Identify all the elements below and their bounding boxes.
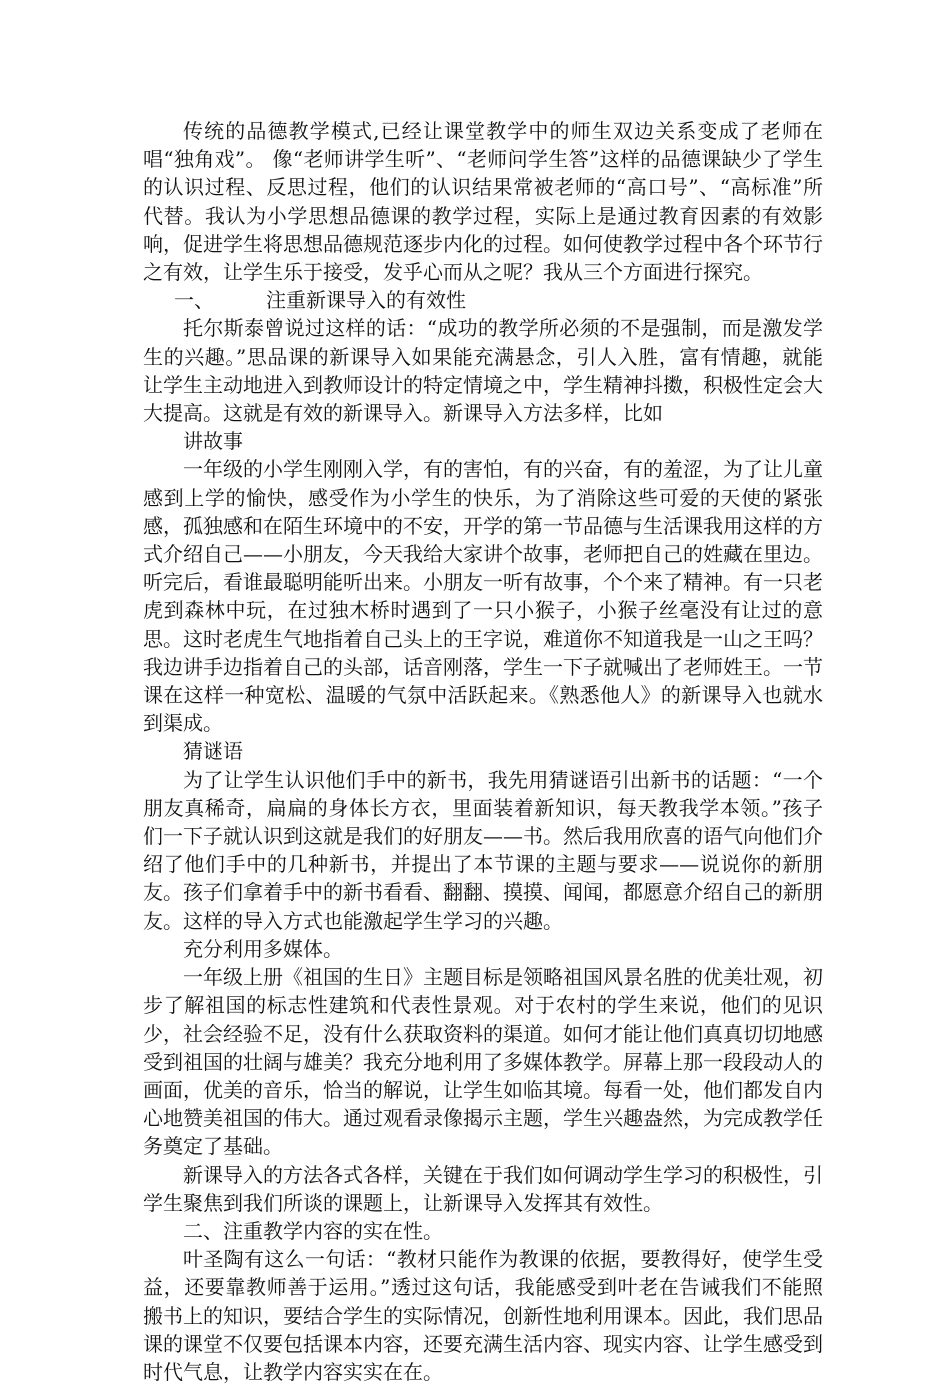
section-number-1: 一、 [174,288,214,313]
section-1-paragraph: 托尔斯泰曾说过这样的话：“成功的教学所必须的不是强制，而是激发学生的兴趣。”思品课的新课导入如果能充满悬念，引人入胜，富有情趣，就能让学生主动地进入到教师设计的特定情境之中，学生精神抖擞，积极性定会大大提高。这就是有效的新课导入。新课导入方法多样，比如 [143,316,823,426]
method-title-story: 讲故事 [183,429,243,454]
document-page [143,117,823,1386]
section-title-1: 注重新课导入的有效性 [266,288,466,313]
method-title-multimedia: 充分利用多媒体。 [183,936,343,961]
section-2-paragraph: 叶圣陶有这么一句话：“教材只能作为教课的依据，要教得好，使学生受益，还要靠教师善于运用。”透过这句话，我能感受到叶老在告诫我们不能照搬书上的知识，要结合学生的实际情况，创新性地利用课本。因此，我们思品课的课堂不仅要包括课本内容，还要充满生活内容、现实内容、让学生感受到时代气息，让教学内容实实在在。 [143,1247,823,1384]
summary-paragraph: 新课导入的方法各式各样，关键在于我们如何调动学生学习的积极性，引学生聚焦到我们所谈的课题上，让新课导入发挥其有效性。 [143,1162,823,1215]
method-title-riddle: 猜谜语 [183,739,243,764]
intro-paragraph: 传统的品德教学模式,已经让课堂教学中的师生双边关系变成了老师在唱“独角戏”。 像“老师讲学生听”、“老师问学生答”这样的品德课缺少了学生的认识过程、反思过程，他们的认识结果常被老师的“高口号”、“高标准”所代替。我认为小学思想品德课的教学过程，实际上是通过教育因素的有效影响，促进学生将思想品德规范逐步内化的过程。如何使教学过程中各个环节行之有效，让学生乐于接受，发乎心而从之呢？我从三个方面进行探究。 [143,119,823,285]
method-paragraph-multimedia: 一年级上册《祖国的生日》主题目标是领略祖国风景名胜的优美壮观，初步了解祖国的标志性建筑和代表性景观。对于农村的学生来说，他们的见识少，社会经验不足，没有什么获取资料的渠道。如何才能让他们真真切切地感受到祖国的壮阔与雄美？我充分地利用了多媒体教学。屏幕上那一段段动人的画面，优美的音乐，恰当的解说，让学生如临其境。每看一处，他们都发自内心地赞美祖国的伟大。通过观看录像揭示主题，学生兴趣盎然，为完成教学任务奠定了基础。 [143,965,823,1159]
section-heading-1 [143,286,823,314]
method-paragraph-riddle: 为了让学生认识他们手中的新书，我先用猜谜语引出新书的话题：“一个朋友真稀奇，扁扁的身体长方衣，里面装着新知识，每天教我学本领。”孩子们一下子就认识到这就是我们的好朋友——书。然后我用欣喜的语气向他们介绍了他们手中的几种新书，并提出了本节课的主题与要求——说说你的新朋友。孩子们拿着手中的新书看看、翻翻、摸摸、闻闻，都愿意介绍自己的新朋友。这样的导入方式也能激起学生学习的兴趣。 [143,767,823,933]
section-heading-2: 二、注重教学内容的实在性。 [183,1218,443,1243]
method-paragraph-story: 一年级的小学生刚刚入学，有的害怕，有的兴奋，有的羞涩，为了让儿童感到上学的愉快，感受作为小学生的快乐，为了消除这些可爱的天使的紧张感，孤独感和在陌生环境中的不安，开学的第一节品德与生活课我用这样的方式介绍自己——小朋友，今天我给大家讲个故事，老师把自己的姓藏在里边。听完后，看谁最聪明能听出来。小朋友一听有故事，个个来了精神。有一只老虎到森林中玩，在过独木桥时遇到了一只小猴子，小猴子丝毫没有让过的意思。这时老虎生气地指着自己头上的王字说，难道你不知道我是一山之王吗？我边讲手边指着自己的头部，话音刚落，学生一下子就喊出了老师姓王。一节课在这样一种宽松、温暖的气氛中活跃起来。《熟悉他人》的新课导入也就水到渠成。 [143,457,823,736]
